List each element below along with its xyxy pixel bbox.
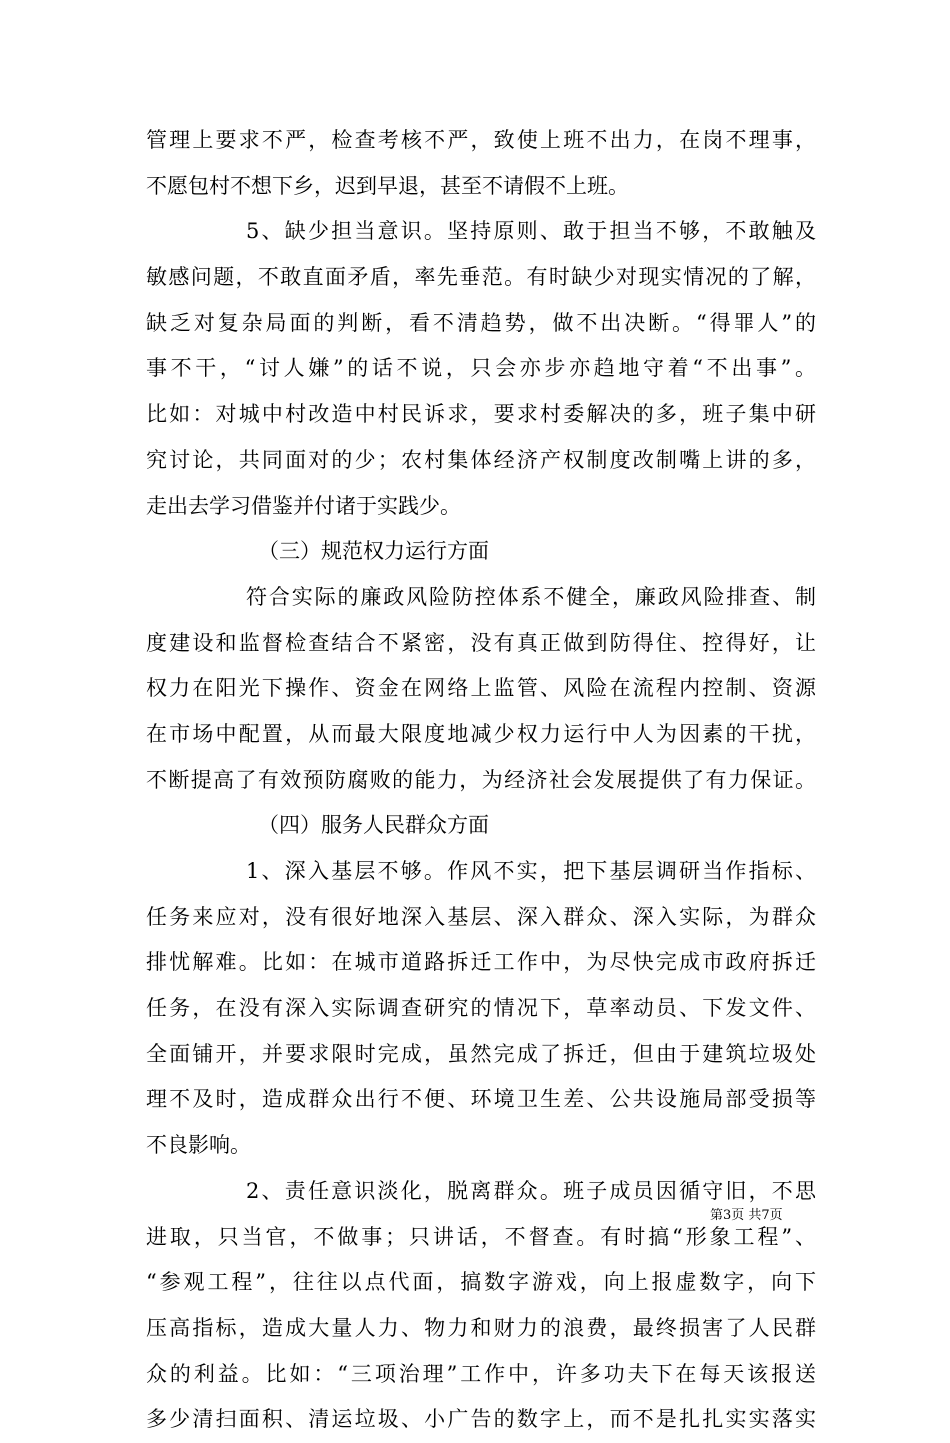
text-line: 任务，在没有深入实际调查研究的情况下，草率动员、下发文件、 <box>146 996 816 1021</box>
page-number: 第3页 共7页 <box>710 1208 783 1223</box>
text-line: 1、深入基层不够。作风不实，把下基层调研当作指标、 <box>246 859 816 883</box>
text-line: 众的利益。比如：“三项治理”工作中，许多功夫下在每天该报送 <box>146 1361 816 1386</box>
text-line: 不断提高了有效预防腐败的能力，为经济社会发展提供了有力保证。 <box>146 767 816 792</box>
text-line: 究讨论，共同面对的少；农村集体经济产权制度改制嘴上讲的多， <box>146 447 816 472</box>
document-body <box>146 118 816 1443</box>
text-line: 管理上要求不严，检查考核不严，致使上班不出力，在岗不理事， <box>146 128 816 152</box>
section-heading: （四）服务人民群众方面 <box>258 813 489 838</box>
text-line: 走出去学习借鉴并付诸于实践少。 <box>146 493 461 518</box>
text-line: 不愿包村不想下乡，迟到早退，甚至不请假不上班。 <box>146 173 629 198</box>
text-line: 不良影响。 <box>146 1133 251 1158</box>
text-line: 任务来应对，没有很好地深入基层、深入群众、深入实际，为群众 <box>146 904 816 929</box>
text-line: 比如：对城中村改造中村民诉求，要求村委解决的多，班子集中研 <box>146 402 816 427</box>
text-line: 度建设和监督检查结合不紧密，没有真正做到防得住、控得好，让 <box>146 630 816 655</box>
text-line: “参观工程”，往往以点代面，搞数字游戏，向上报虚数字，向下 <box>146 1270 816 1295</box>
text-line: 进取，只当官，不做事；只讲话，不督查。有时搞“形象工程”、 <box>146 1224 816 1249</box>
text-line: 排忧解难。比如：在城市道路拆迁工作中，为尽快完成市政府拆迁 <box>146 950 816 975</box>
text-line: 压高指标，造成大量人力、物力和财力的浪费，最终损害了人民群 <box>146 1315 816 1340</box>
text-line: 符合实际的廉政风险防控体系不健全，廉政风险排查、制 <box>246 584 816 609</box>
text-line: 5、缺少担当意识。坚持原则、敢于担当不够，不敢触及 <box>246 219 816 244</box>
text-line: 多少清扫面积、清运垃圾、小广告的数字上，而不是扎扎实实落实 <box>146 1407 816 1432</box>
text-line: 事不干，“讨人嫌”的话不说，只会亦步亦趋地守着“不出事”。 <box>146 356 816 381</box>
text-line: 缺乏对复杂局面的判断，看不清趋势，做不出决断。“得罪人”的 <box>146 310 816 335</box>
text-line: 2、责任意识淡化，脱离群众。班子成员因循守旧，不思 <box>246 1178 816 1203</box>
text-line: 理不及时，造成群众出行不便、环境卫生差、公共设施局部受损等 <box>146 1087 816 1112</box>
text-line: 权力在阳光下操作、资金在网络上监管、风险在流程内控制、资源 <box>146 676 816 701</box>
section-heading: （三）规范权力运行方面 <box>258 539 489 564</box>
text-line: 在市场中配置，从而最大限度地减少权力运行中人为因素的干扰， <box>146 721 816 746</box>
text-line: 敏感问题，不敢直面矛盾，率先垂范。有时缺少对现实情况的了解， <box>146 265 816 290</box>
text-line: 全面铺开，并要求限时完成，虽然完成了拆迁，但由于建筑垃圾处 <box>146 1041 816 1066</box>
